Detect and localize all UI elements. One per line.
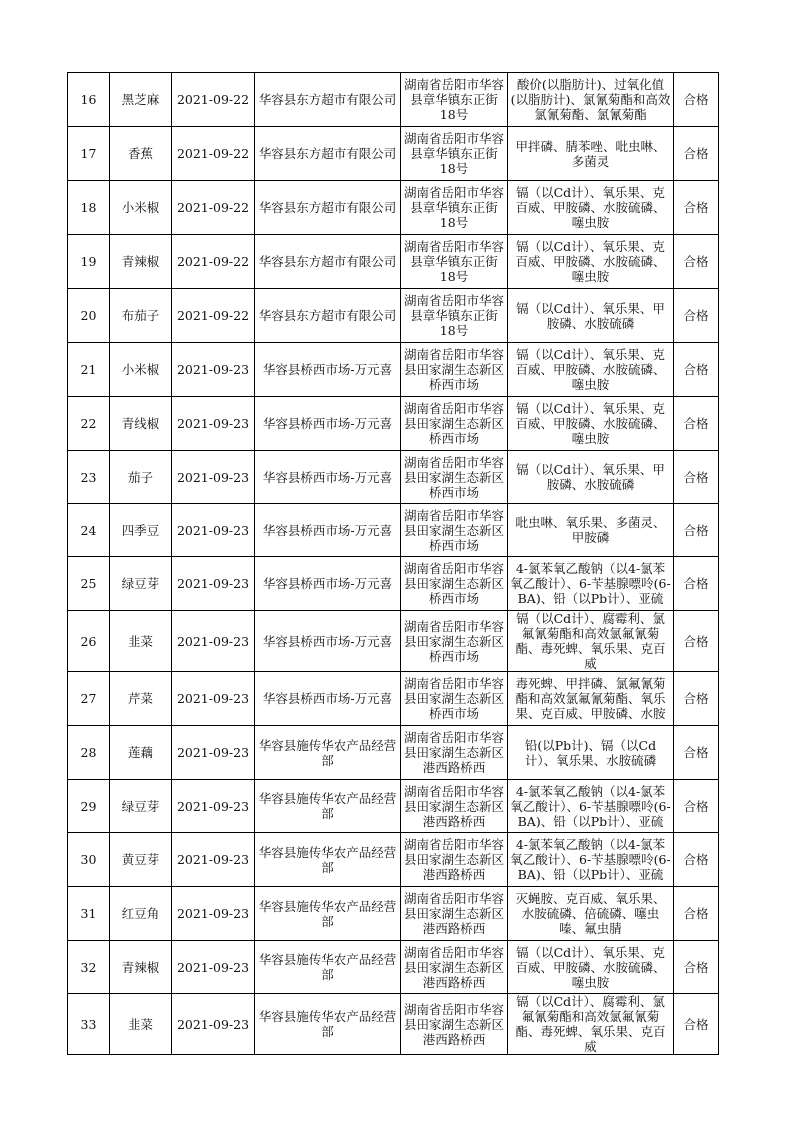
sampling-date: 2021-09-22 — [172, 127, 255, 181]
row-number: 25 — [68, 557, 110, 611]
sampling-date: 2021-09-23 — [172, 611, 255, 672]
row-number: 31 — [68, 887, 110, 941]
store-address: 湖南省岳阳市华容县田家湖生态新区港西路桥西 — [401, 780, 508, 833]
row-number: 17 — [68, 127, 110, 181]
store-address: 湖南省岳阳市华容县章华镇东正街18号 — [401, 235, 508, 289]
test-items: 镉（以Cd计）、腐霉利、氯氟氰菊酯和高效氯氟氰菊酯、毒死蜱、氧乐果、克百威 — [508, 611, 674, 672]
product-name: 小米椒 — [110, 343, 172, 397]
test-result: 合格 — [674, 611, 719, 672]
table-row — [68, 833, 719, 887]
table-row — [68, 726, 719, 780]
store-name: 华容县施传华农产品经营部 — [255, 780, 401, 833]
store-address: 湖南省岳阳市华容县田家湖生态新区桥西市场 — [401, 611, 508, 672]
sampling-date: 2021-09-22 — [172, 73, 255, 127]
test-result: 合格 — [674, 289, 719, 343]
table-row — [68, 994, 719, 1055]
test-items: 4-氯苯氧乙酸钠（以4-氯苯氧乙酸计）、6-苄基腺嘌呤(6-BA)、铅（以Pb计）、亚硫 — [508, 557, 674, 611]
test-result: 合格 — [674, 343, 719, 397]
test-items: 镉（以Cd计）、氧乐果、克百威、甲胺磷、水胺硫磷、噻虫胺 — [508, 343, 674, 397]
test-result: 合格 — [674, 887, 719, 941]
product-name: 莲藕 — [110, 726, 172, 780]
product-name: 韭菜 — [110, 611, 172, 672]
row-number: 28 — [68, 726, 110, 780]
row-number: 30 — [68, 833, 110, 887]
test-items: 毒死蜱、甲拌磷、氯氟氰菊酯和高效氯氟氰菊酯、氧乐果、克百威、甲胺磷、水胺 — [508, 672, 674, 726]
product-name: 芹菜 — [110, 672, 172, 726]
test-result: 合格 — [674, 726, 719, 780]
store-address: 湖南省岳阳市华容县田家湖生态新区港西路桥西 — [401, 994, 508, 1055]
row-number: 16 — [68, 73, 110, 127]
store-address: 湖南省岳阳市华容县田家湖生态新区桥西市场 — [401, 451, 508, 504]
sampling-date: 2021-09-23 — [172, 343, 255, 397]
store-name: 华容县桥西市场-万元喜 — [255, 504, 401, 557]
table-row — [68, 611, 719, 672]
product-name: 红豆角 — [110, 887, 172, 941]
product-name: 韭菜 — [110, 994, 172, 1055]
product-name: 小米椒 — [110, 181, 172, 235]
table-row — [68, 557, 719, 611]
row-number: 27 — [68, 672, 110, 726]
table-body — [68, 73, 719, 1055]
table-row — [68, 672, 719, 726]
store-name: 华容县桥西市场-万元喜 — [255, 672, 401, 726]
product-name: 黑芝麻 — [110, 73, 172, 127]
store-name: 华容县桥西市场-万元喜 — [255, 451, 401, 504]
test-result: 合格 — [674, 451, 719, 504]
store-address: 湖南省岳阳市华容县田家湖生态新区桥西市场 — [401, 557, 508, 611]
store-address: 湖南省岳阳市华容县田家湖生态新区港西路桥西 — [401, 726, 508, 780]
row-number: 26 — [68, 611, 110, 672]
store-name: 华容县施传华农产品经营部 — [255, 833, 401, 887]
test-result: 合格 — [674, 557, 719, 611]
store-address: 湖南省岳阳市华容县田家湖生态新区桥西市场 — [401, 397, 508, 451]
store-name: 华容县东方超市有限公司 — [255, 289, 401, 343]
product-name: 茄子 — [110, 451, 172, 504]
test-items: 镉（以Cd计）、氧乐果、克百威、甲胺磷、水胺硫磷、噻虫胺 — [508, 941, 674, 994]
table-row — [68, 451, 719, 504]
sampling-date: 2021-09-23 — [172, 833, 255, 887]
store-name: 华容县东方超市有限公司 — [255, 127, 401, 181]
test-items: 甲拌磷、腈苯唑、吡虫啉、多菌灵 — [508, 127, 674, 181]
row-number: 29 — [68, 780, 110, 833]
sampling-date: 2021-09-23 — [172, 726, 255, 780]
test-result: 合格 — [674, 994, 719, 1055]
product-name: 绿豆芽 — [110, 557, 172, 611]
sampling-date: 2021-09-22 — [172, 235, 255, 289]
row-number: 21 — [68, 343, 110, 397]
test-items: 4-氯苯氧乙酸钠（以4-氯苯氧乙酸计）、6-苄基腺嘌呤(6-BA)、铅（以Pb计）、亚硫 — [508, 833, 674, 887]
test-items: 镉（以Cd计）、腐霉利、氯氟氰菊酯和高效氯氟氰菊酯、毒死蜱、氧乐果、克百威 — [508, 994, 674, 1055]
test-items: 铅(以Pb计)、镉（以Cd计）、氧乐果、水胺硫磷 — [508, 726, 674, 780]
store-name: 华容县施传华农产品经营部 — [255, 994, 401, 1055]
product-name: 绿豆芽 — [110, 780, 172, 833]
sampling-date: 2021-09-23 — [172, 887, 255, 941]
table-row — [68, 887, 719, 941]
store-address: 湖南省岳阳市华容县田家湖生态新区桥西市场 — [401, 504, 508, 557]
test-result: 合格 — [674, 672, 719, 726]
table-row — [68, 343, 719, 397]
table-row — [68, 397, 719, 451]
store-address: 湖南省岳阳市华容县田家湖生态新区港西路桥西 — [401, 887, 508, 941]
table-row — [68, 235, 719, 289]
store-address: 湖南省岳阳市华容县田家湖生态新区港西路桥西 — [401, 941, 508, 994]
test-result: 合格 — [674, 127, 719, 181]
row-number: 23 — [68, 451, 110, 504]
row-number: 33 — [68, 994, 110, 1055]
product-name: 青线椒 — [110, 397, 172, 451]
store-address: 湖南省岳阳市华容县章华镇东正街18号 — [401, 289, 508, 343]
table-row — [68, 181, 719, 235]
store-name: 华容县桥西市场-万元喜 — [255, 397, 401, 451]
test-items: 镉（以Cd计）、氧乐果、克百威、甲胺磷、水胺硫磷、噻虫胺 — [508, 181, 674, 235]
row-number: 22 — [68, 397, 110, 451]
test-items: 镉（以Cd计）、氧乐果、甲胺磷、水胺硫磷 — [508, 289, 674, 343]
table-row — [68, 780, 719, 833]
row-number: 32 — [68, 941, 110, 994]
test-items: 吡虫啉、氧乐果、多菌灵、甲胺磷 — [508, 504, 674, 557]
sampling-date: 2021-09-23 — [172, 557, 255, 611]
store-name: 华容县施传华农产品经营部 — [255, 941, 401, 994]
table-row — [68, 73, 719, 127]
store-name: 华容县桥西市场-万元喜 — [255, 611, 401, 672]
row-number: 18 — [68, 181, 110, 235]
product-name: 四季豆 — [110, 504, 172, 557]
table-row — [68, 127, 719, 181]
sampling-date: 2021-09-22 — [172, 289, 255, 343]
test-items: 灭蝇胺、克百威、氧乐果、水胺硫磷、倍硫磷、噻虫嗪、氟虫腈 — [508, 887, 674, 941]
sampling-date: 2021-09-22 — [172, 181, 255, 235]
test-items: 镉（以Cd计）、氧乐果、甲胺磷、水胺硫磷 — [508, 451, 674, 504]
test-items: 镉（以Cd计）、氧乐果、克百威、甲胺磷、水胺硫磷、噻虫胺 — [508, 235, 674, 289]
product-name: 青辣椒 — [110, 941, 172, 994]
sampling-date: 2021-09-23 — [172, 451, 255, 504]
sampling-date: 2021-09-23 — [172, 780, 255, 833]
store-name: 华容县东方超市有限公司 — [255, 235, 401, 289]
product-name: 黄豆芽 — [110, 833, 172, 887]
test-result: 合格 — [674, 181, 719, 235]
product-name: 香蕉 — [110, 127, 172, 181]
test-result: 合格 — [674, 780, 719, 833]
store-address: 湖南省岳阳市华容县章华镇东正街18号 — [401, 127, 508, 181]
store-address: 湖南省岳阳市华容县田家湖生态新区港西路桥西 — [401, 833, 508, 887]
test-result: 合格 — [674, 73, 719, 127]
test-items: 4-氯苯氧乙酸钠（以4-氯苯氧乙酸计）、6-苄基腺嘌呤(6-BA)、铅（以Pb计）、亚硫 — [508, 780, 674, 833]
product-name: 青辣椒 — [110, 235, 172, 289]
sampling-date: 2021-09-23 — [172, 672, 255, 726]
store-name: 华容县桥西市场-万元喜 — [255, 557, 401, 611]
row-number: 19 — [68, 235, 110, 289]
row-number: 20 — [68, 289, 110, 343]
table-row — [68, 504, 719, 557]
sampling-date: 2021-09-23 — [172, 504, 255, 557]
sampling-date: 2021-09-23 — [172, 994, 255, 1055]
store-name: 华容县施传华农产品经营部 — [255, 726, 401, 780]
test-result: 合格 — [674, 833, 719, 887]
test-items: 酸价(以脂肪计)、过氧化值(以脂肪计)、氯氰菊酯和高效氯氰菊酯、氯氰菊酯 — [508, 73, 674, 127]
store-name: 华容县桥西市场-万元喜 — [255, 343, 401, 397]
store-name: 华容县东方超市有限公司 — [255, 181, 401, 235]
store-address: 湖南省岳阳市华容县章华镇东正街18号 — [401, 181, 508, 235]
store-address: 湖南省岳阳市华容县田家湖生态新区桥西市场 — [401, 343, 508, 397]
table-row — [68, 289, 719, 343]
store-name: 华容县东方超市有限公司 — [255, 73, 401, 127]
product-name: 布茄子 — [110, 289, 172, 343]
row-number: 24 — [68, 504, 110, 557]
store-address: 湖南省岳阳市华容县田家湖生态新区桥西市场 — [401, 672, 508, 726]
sampling-date: 2021-09-23 — [172, 941, 255, 994]
sampling-date: 2021-09-23 — [172, 397, 255, 451]
test-result: 合格 — [674, 941, 719, 994]
table-row — [68, 941, 719, 994]
store-name: 华容县施传华农产品经营部 — [255, 887, 401, 941]
test-result: 合格 — [674, 504, 719, 557]
store-address: 湖南省岳阳市华容县章华镇东正街18号 — [401, 73, 508, 127]
test-items: 镉（以Cd计）、氧乐果、克百威、甲胺磷、水胺硫磷、噻虫胺 — [508, 397, 674, 451]
inspection-results-table — [67, 72, 719, 1055]
test-result: 合格 — [674, 397, 719, 451]
test-result: 合格 — [674, 235, 719, 289]
